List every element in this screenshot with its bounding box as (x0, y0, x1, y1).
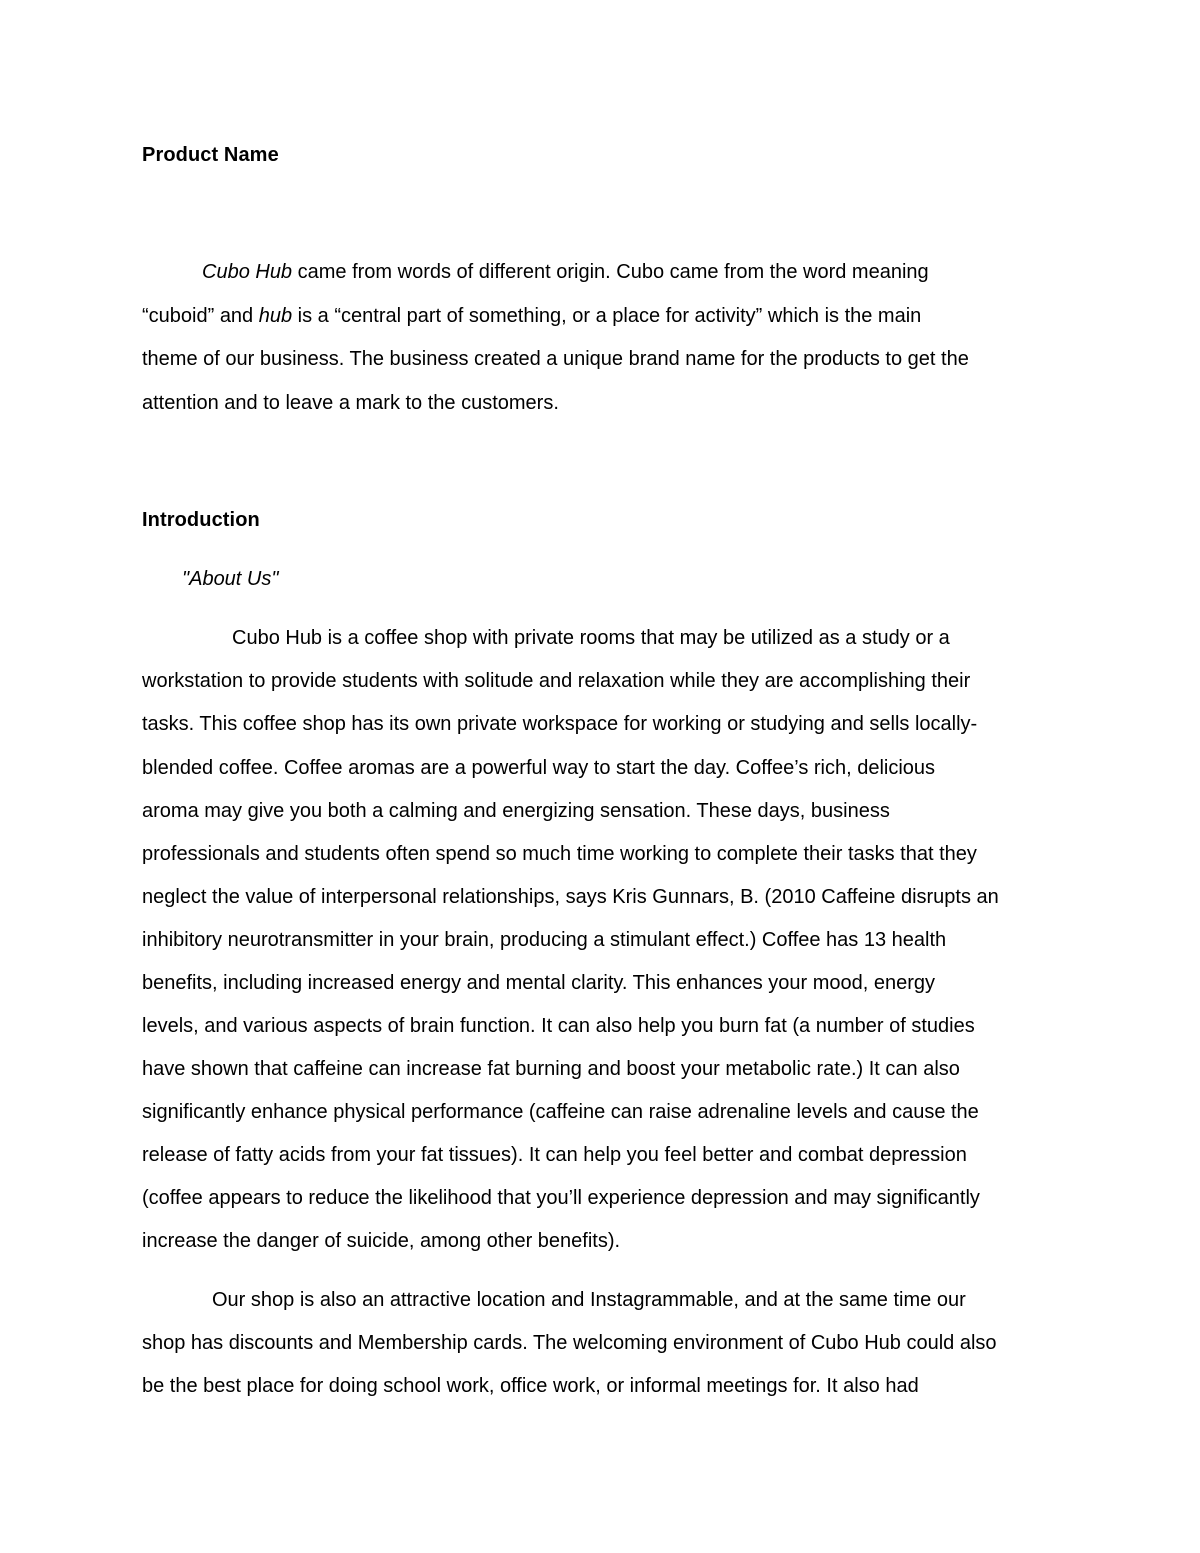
brand-name-italic: Cubo Hub (202, 261, 293, 283)
subheading-about-us: "About Us" (182, 568, 279, 590)
paragraph-line: increase the danger of suicide, among other benefits). (142, 1230, 621, 1252)
paragraph-line: (coffee appears to reduce the likelihood that you’ll experience depression and may significantly (142, 1187, 980, 1209)
paragraph-line: aroma may give you both a calming and energizing sensation. These days, business (142, 800, 890, 822)
paragraph-line: Our shop is also an attractive location and Instagrammable, and at the same time our (212, 1289, 966, 1311)
paragraph-line: attention and to leave a mark to the customers. (142, 392, 559, 414)
paragraph-line: workstation to provide students with solitude and relaxation while they are accomplishing their (142, 670, 971, 692)
section-heading-introduction: Introduction (142, 509, 260, 531)
paragraph-line: tasks. This coffee shop has its own private workspace for working or studying and sells locally- (142, 713, 978, 735)
section-heading-product-name: Product Name (142, 144, 279, 166)
paragraph-line: Cubo Hub is a coffee shop with private rooms that may be utilized as a study or a (232, 627, 950, 649)
hub-italic: hub (258, 305, 293, 327)
paragraph-line: professionals and students often spend so much time working to complete their tasks that they (142, 843, 977, 865)
paragraph-line: “cuboid” and hub is a “central part of something, or a place for activity” which is the main (142, 305, 922, 327)
paragraph-line: have shown that caffeine can increase fat burning and boost your metabolic rate.) It can also (142, 1058, 960, 1080)
paragraph-line: release of fatty acids from your fat tissues). It can help you feel better and combat depression (142, 1144, 967, 1166)
paragraph-line: significantly enhance physical performance (caffeine can raise adrenaline levels and cause the (142, 1101, 979, 1123)
paragraph-line: Cubo Hub came from words of different origin. Cubo came from the word meaning (202, 261, 929, 283)
paragraph-line: shop has discounts and Membership cards. The welcoming environment of Cubo Hub could also (142, 1332, 997, 1354)
paragraph-line: blended coffee. Coffee aromas are a powerful way to start the day. Coffee’s rich, delicious (142, 757, 936, 779)
paragraph-line: neglect the value of interpersonal relationships, says Kris Gunnars, B. (2010 Caffeine disrupts an (142, 886, 999, 908)
paragraph-line: theme of our business. The business created a unique brand name for the products to get the (142, 348, 969, 370)
paragraph-line: benefits, including increased energy and mental clarity. This enhances your mood, energy (142, 972, 936, 994)
paragraph-line: levels, and various aspects of brain function. It can also help you burn fat (a number of studies (142, 1015, 975, 1037)
paragraph-line: inhibitory neurotransmitter in your brain, producing a stimulant effect.) Coffee has 13 health (142, 929, 947, 951)
paragraph-line: be the best place for doing school work, office work, or informal meetings for. It also had (142, 1375, 919, 1397)
